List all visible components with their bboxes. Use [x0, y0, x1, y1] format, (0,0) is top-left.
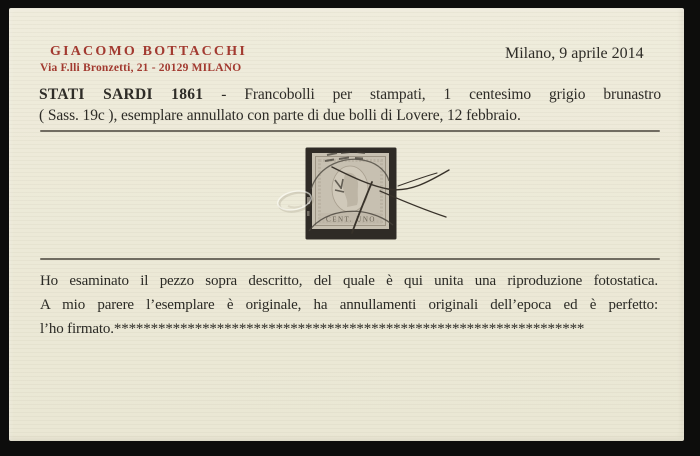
- item-description-line2: ( Sass. 19c ), esemplare annullato con parte di due bolli di Lovere, 12 febbraio.: [39, 107, 521, 124]
- stamp-edge-nick: [307, 197, 310, 204]
- opinion-line-2: A mio parere l’esemplare è originale, ha annullamenti originali dell’epoca ed è perfetto:: [40, 297, 658, 313]
- certificate-card: [9, 8, 684, 441]
- stamp-value-text: CENT. UNO: [326, 215, 376, 224]
- stamp-image: [305, 147, 397, 240]
- opinion-line-1: Ho esaminato il pezzo sopra descritto, del quale è qui unita una riproduzione fotostatica.: [40, 273, 658, 289]
- divider-bottom: [40, 258, 660, 260]
- dateline: Milano, 9 aprile 2014: [505, 45, 644, 62]
- expert-name: GIACOMO BOTTACCHI: [50, 44, 247, 59]
- item-description-line1: [39, 84, 661, 105]
- opinion-line-3: l’ho firmato.****************************************************************: [40, 321, 585, 337]
- item-title: STATI SARDI 1861: [39, 86, 204, 103]
- item-title-rest: - Francobolli per stampati, 1 centesimo grigio brunastro: [203, 86, 661, 103]
- opinion-text: [40, 269, 658, 341]
- item-description: [39, 84, 661, 126]
- divider-top: [40, 130, 660, 132]
- expert-address: Via F.lli Bronzetti, 21 - 20129 MILANO: [40, 62, 242, 74]
